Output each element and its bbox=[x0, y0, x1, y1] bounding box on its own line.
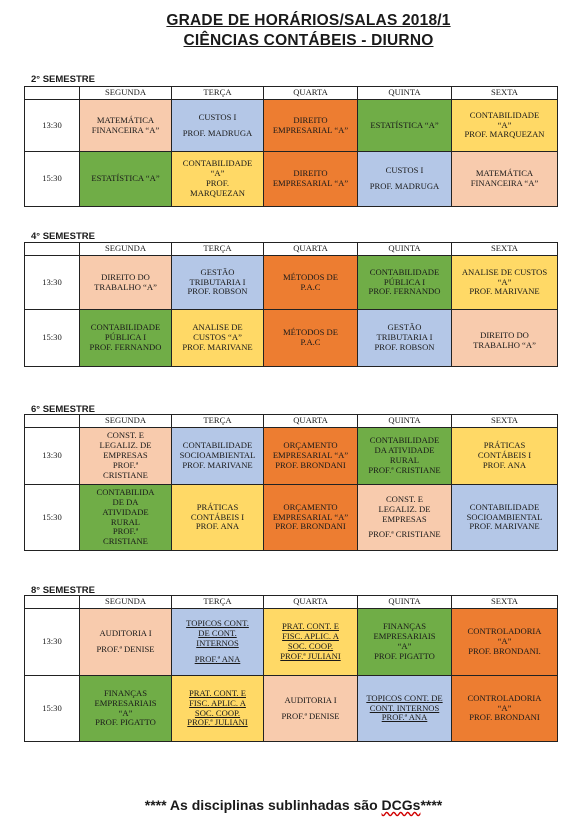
course-line: TOPICOS CONT. bbox=[186, 618, 249, 629]
page-subtitle: CIÊNCIAS CONTÁBEIS - DIURNO bbox=[183, 32, 434, 49]
course-cell bbox=[80, 152, 172, 207]
course-line: PRÁTICAS bbox=[196, 501, 239, 512]
course-line: PROF. MADRUGA bbox=[369, 181, 440, 191]
course-line: PRAT. CONT. E bbox=[189, 687, 246, 698]
day-header: SEGUNDA bbox=[80, 243, 172, 256]
course-cell bbox=[264, 428, 358, 485]
day-header: QUARTA bbox=[264, 243, 358, 256]
time-slot: 15:30 bbox=[25, 485, 80, 551]
day-header: TERÇA bbox=[172, 596, 264, 609]
time-slot: 13:30 bbox=[25, 100, 80, 152]
course-cell bbox=[358, 100, 452, 152]
course-cell bbox=[358, 428, 452, 485]
course-line: “A” bbox=[497, 119, 512, 130]
course-line: PROF. ANA bbox=[195, 521, 240, 532]
time-row bbox=[25, 100, 558, 152]
course-line: DIREITO bbox=[293, 168, 328, 179]
course-line: LEGALIZ. DE bbox=[99, 440, 152, 451]
course-line: MÉTODOS DE bbox=[283, 327, 338, 338]
time-row bbox=[25, 485, 558, 551]
course-line: ANALISE DE CUSTOS bbox=[461, 266, 548, 277]
course-line: PROF. MARIVANE bbox=[469, 521, 540, 532]
time-slot: 15:30 bbox=[25, 676, 80, 742]
course-line: DIREITO DO bbox=[101, 271, 150, 282]
course-cell bbox=[358, 256, 452, 310]
course-line: PROF.ª DENISE bbox=[281, 710, 340, 721]
course-line: GESTÃO bbox=[200, 266, 235, 277]
footer-dcgs: DCGs bbox=[381, 797, 421, 813]
day-header: QUARTA bbox=[264, 596, 358, 609]
header-row bbox=[25, 596, 558, 609]
course-line: PROF. MARIVANE bbox=[182, 459, 253, 470]
course-line: GESTÃO bbox=[387, 322, 422, 333]
course-cell bbox=[172, 310, 264, 367]
header-row bbox=[25, 243, 558, 256]
course-line: PROF. PIGATTO bbox=[95, 717, 156, 728]
course-cell bbox=[358, 609, 452, 676]
course-line: “A” bbox=[118, 707, 133, 718]
course-line: PROF. MARIVANE bbox=[182, 341, 253, 352]
course-line: PROF.ª JULIANI bbox=[187, 717, 248, 728]
course-line: MATEMÁTICA bbox=[96, 114, 155, 125]
course-line: TRIBUTARIA I bbox=[189, 276, 246, 287]
course-line: “A” bbox=[397, 641, 412, 651]
course-line: EMPRESARIAL “A” bbox=[272, 124, 349, 135]
course-cell bbox=[172, 152, 264, 207]
course-cell bbox=[358, 310, 452, 367]
course-line: CONST. E bbox=[106, 430, 145, 441]
course-line: TRABALHO “A” bbox=[94, 281, 157, 292]
course-line: PROF. ROBSON bbox=[187, 286, 248, 297]
course-line: EMPRESAS bbox=[382, 513, 427, 524]
course-line: PROF. BRONDANI bbox=[469, 712, 540, 723]
header-row bbox=[25, 87, 558, 100]
course-line: CUSTOS “A” bbox=[193, 332, 242, 343]
course-line: EMPRESARIAL “A” bbox=[272, 511, 349, 522]
course-line: FINANÇAS bbox=[104, 687, 147, 698]
course-cell bbox=[172, 100, 264, 152]
course-line: PROF. BRONDANI bbox=[275, 521, 346, 532]
course-line: MÉTODOS DE bbox=[283, 271, 338, 282]
course-line: MATEMÁTICA bbox=[475, 168, 534, 179]
course-line: CONTABILIDADE bbox=[369, 435, 440, 446]
course-line: DIREITO bbox=[293, 114, 328, 125]
page-title: GRADE DE HORÁRIOS/SALAS 2018/1 bbox=[166, 12, 451, 29]
day-header: SEXTA bbox=[452, 596, 558, 609]
course-cell bbox=[452, 485, 558, 551]
course-line: PROF. ANA bbox=[482, 459, 527, 470]
course-line: TRIBUTARIA I bbox=[376, 332, 433, 343]
course-line: LEGALIZ. DE bbox=[378, 503, 431, 514]
course-cell bbox=[172, 676, 264, 742]
day-header: SEXTA bbox=[452, 415, 558, 428]
course-line: DE DA bbox=[112, 496, 139, 507]
day-header: QUARTA bbox=[264, 415, 358, 428]
course-cell bbox=[264, 676, 358, 742]
course-line: PROF. BRONDANI bbox=[275, 459, 346, 470]
time-row bbox=[25, 152, 558, 207]
course-cell bbox=[80, 609, 172, 676]
course-cell bbox=[358, 485, 452, 551]
course-line: “A” bbox=[497, 276, 512, 287]
course-cell bbox=[452, 676, 558, 742]
course-line: “A” bbox=[210, 168, 225, 179]
course-cell bbox=[264, 609, 358, 676]
course-line: PROF.ª CRISTIANE bbox=[368, 529, 441, 540]
course-cell bbox=[358, 152, 452, 207]
course-line: CRISTIANE bbox=[103, 536, 148, 547]
header-corner bbox=[25, 415, 80, 428]
day-header: SEGUNDA bbox=[80, 596, 172, 609]
course-cell bbox=[452, 256, 558, 310]
course-line: CONTROLADORIA bbox=[467, 626, 542, 637]
time-row bbox=[25, 676, 558, 742]
day-header: SEXTA bbox=[452, 243, 558, 256]
course-cell bbox=[452, 310, 558, 367]
course-line: CRISTIANE bbox=[103, 469, 148, 480]
course-cell bbox=[452, 428, 558, 485]
footer-note bbox=[0, 797, 587, 813]
course-line: PROF.ª ANA bbox=[381, 712, 428, 723]
course-line: TRABALHO “A” bbox=[473, 340, 536, 350]
course-line: CONTABILIDADE bbox=[182, 158, 253, 169]
course-line: MARQUEZAN bbox=[190, 187, 245, 198]
footer-prefix: **** As disciplinas sublinhadas são bbox=[144, 797, 382, 813]
day-header: QUINTA bbox=[358, 243, 452, 256]
course-cell bbox=[452, 152, 558, 207]
course-line: SOC. COOP. bbox=[194, 707, 241, 718]
course-line: SOCIOAMBIENTAL bbox=[466, 511, 543, 522]
header-corner bbox=[25, 87, 80, 100]
course-line: PÚBLICA I bbox=[383, 276, 426, 287]
time-row bbox=[25, 310, 558, 367]
course-line: CONTABILIDADE bbox=[369, 266, 440, 277]
course-cell bbox=[452, 609, 558, 676]
course-line: DA ATIVIDADE bbox=[374, 445, 435, 456]
header-corner bbox=[25, 596, 80, 609]
course-line: SOC. COOP. bbox=[287, 641, 334, 651]
course-line: PROF.ª CRISTIANE bbox=[368, 464, 441, 475]
day-header: TERÇA bbox=[172, 243, 264, 256]
course-line: RURAL bbox=[389, 455, 420, 465]
course-line: FISC. APLIC. A bbox=[282, 631, 339, 642]
day-header: QUINTA bbox=[358, 596, 452, 609]
course-line: PROF. FERNANDO bbox=[368, 286, 441, 297]
header-row bbox=[25, 415, 558, 428]
course-line: CONST. E bbox=[385, 493, 424, 504]
day-header: SEGUNDA bbox=[80, 87, 172, 100]
semester-label: 8° SEMESTRE bbox=[31, 585, 95, 596]
course-cell bbox=[264, 100, 358, 152]
course-cell bbox=[264, 152, 358, 207]
course-line: CONTÁBEIS I bbox=[477, 450, 532, 461]
schedule-table bbox=[24, 86, 558, 207]
time-slot: 15:30 bbox=[25, 310, 80, 367]
course-line: CONTROLADORIA bbox=[467, 692, 542, 703]
course-line: INTERNOS bbox=[196, 638, 239, 648]
course-line: P.A.C bbox=[300, 337, 321, 347]
course-line: ESTATÍSTICA “A” bbox=[370, 119, 439, 130]
course-cell bbox=[264, 256, 358, 310]
course-line: ANALISE DE bbox=[192, 322, 243, 333]
course-line: CONTÁBEIS I bbox=[190, 511, 245, 522]
time-row bbox=[25, 609, 558, 676]
course-line: AUDITORIA I bbox=[284, 694, 337, 705]
course-line: CONTABILIDA bbox=[96, 486, 155, 497]
semester-label: 4° SEMESTRE bbox=[31, 231, 95, 242]
time-slot: 13:30 bbox=[25, 256, 80, 310]
course-cell bbox=[80, 428, 172, 485]
course-line: ORÇAMENTO bbox=[283, 440, 338, 451]
course-line: ESTATÍSTICA “A” bbox=[91, 173, 160, 184]
course-line: PROF.ª JULIANI bbox=[280, 650, 341, 661]
course-line: PÚBLICA I bbox=[104, 332, 147, 343]
course-line: CONTABILIDADE bbox=[182, 440, 253, 451]
time-slot: 13:30 bbox=[25, 428, 80, 485]
course-line: PROF. MARIVANE bbox=[469, 286, 540, 297]
schedule-table bbox=[24, 414, 558, 551]
course-line: CONT. INTERNOS bbox=[369, 702, 440, 713]
course-line: FINANÇAS bbox=[383, 621, 426, 632]
course-line: AUDITORIA I bbox=[99, 628, 152, 639]
day-header: SEXTA bbox=[452, 87, 558, 100]
day-header: QUINTA bbox=[358, 415, 452, 428]
course-line: P.A.C bbox=[300, 281, 321, 292]
header-corner bbox=[25, 243, 80, 256]
time-slot: 15:30 bbox=[25, 152, 80, 207]
course-cell bbox=[358, 676, 452, 742]
course-line: PROF. MADRUGA bbox=[182, 127, 253, 138]
course-cell bbox=[80, 100, 172, 152]
time-row bbox=[25, 428, 558, 485]
course-cell bbox=[80, 676, 172, 742]
course-line: PRÁTICAS bbox=[483, 440, 526, 451]
course-line: RURAL bbox=[110, 516, 141, 527]
course-line: CONTABILIDADE bbox=[469, 109, 540, 120]
course-line: FISC. APLIC. A bbox=[189, 697, 246, 708]
course-line: PROF. PIGATTO bbox=[374, 650, 435, 661]
course-cell bbox=[172, 609, 264, 676]
day-header: TERÇA bbox=[172, 415, 264, 428]
course-cell bbox=[80, 310, 172, 367]
schedule-table bbox=[24, 595, 558, 742]
course-line: DE CONT. bbox=[198, 628, 237, 639]
time-slot: 13:30 bbox=[25, 609, 80, 676]
course-line: ORÇAMENTO bbox=[283, 501, 338, 512]
course-line: FINANCEIRA “A” bbox=[470, 178, 539, 188]
course-line: PROF.ª ANA bbox=[194, 653, 241, 664]
course-cell bbox=[264, 310, 358, 367]
day-header: QUARTA bbox=[264, 87, 358, 100]
course-line: PRAT. CONT. E bbox=[282, 621, 339, 632]
course-line: CUSTOS I bbox=[385, 165, 424, 176]
day-header: SEGUNDA bbox=[80, 415, 172, 428]
course-line: EMPRESARIAL “A” bbox=[272, 178, 349, 188]
course-line: CONTABILIDADE bbox=[90, 322, 161, 333]
course-line: CUSTOS I bbox=[198, 111, 237, 122]
time-row bbox=[25, 256, 558, 310]
course-line: SOCIOAMBIENTAL bbox=[179, 450, 256, 461]
course-line: PROF. bbox=[206, 178, 229, 188]
semester-label: 6° SEMESTRE bbox=[31, 404, 95, 415]
course-cell bbox=[80, 256, 172, 310]
course-line: EMPRESARIAIS bbox=[373, 631, 436, 642]
course-line: DIREITO DO bbox=[480, 330, 529, 341]
course-line: PROF.ª DENISE bbox=[96, 644, 155, 654]
course-line: PROF. BRONDANI. bbox=[468, 645, 541, 656]
schedule-table bbox=[24, 242, 558, 367]
course-line: CONTABILIDADE bbox=[469, 501, 540, 512]
course-line: PROF.ª bbox=[112, 459, 139, 470]
course-line: PROF. FERNANDO bbox=[89, 341, 162, 352]
course-line: PROF. ROBSON bbox=[374, 341, 435, 352]
day-header: QUINTA bbox=[358, 87, 452, 100]
semester-label: 2° SEMESTRE bbox=[31, 74, 95, 85]
course-line: FINANCEIRA “A” bbox=[91, 124, 160, 135]
course-line: PROF. MARQUEZAN bbox=[464, 129, 545, 140]
footer-suffix: **** bbox=[420, 797, 443, 813]
course-line: ATIVIDADE bbox=[102, 506, 149, 517]
course-cell bbox=[172, 428, 264, 485]
course-cell bbox=[172, 256, 264, 310]
course-line: TOPICOS CONT. DE bbox=[366, 692, 443, 703]
course-line: PROF.ª bbox=[112, 526, 139, 537]
course-line: EMPRESAS bbox=[103, 450, 148, 461]
course-cell bbox=[264, 485, 358, 551]
day-header: TERÇA bbox=[172, 87, 264, 100]
course-cell bbox=[452, 100, 558, 152]
course-line: EMPRESARIAIS bbox=[94, 697, 157, 708]
course-line: EMPRESARIAL “A” bbox=[272, 450, 349, 461]
course-cell bbox=[172, 485, 264, 551]
course-line: “A” bbox=[497, 636, 512, 647]
course-line: “A” bbox=[497, 702, 512, 713]
course-cell bbox=[80, 485, 172, 551]
